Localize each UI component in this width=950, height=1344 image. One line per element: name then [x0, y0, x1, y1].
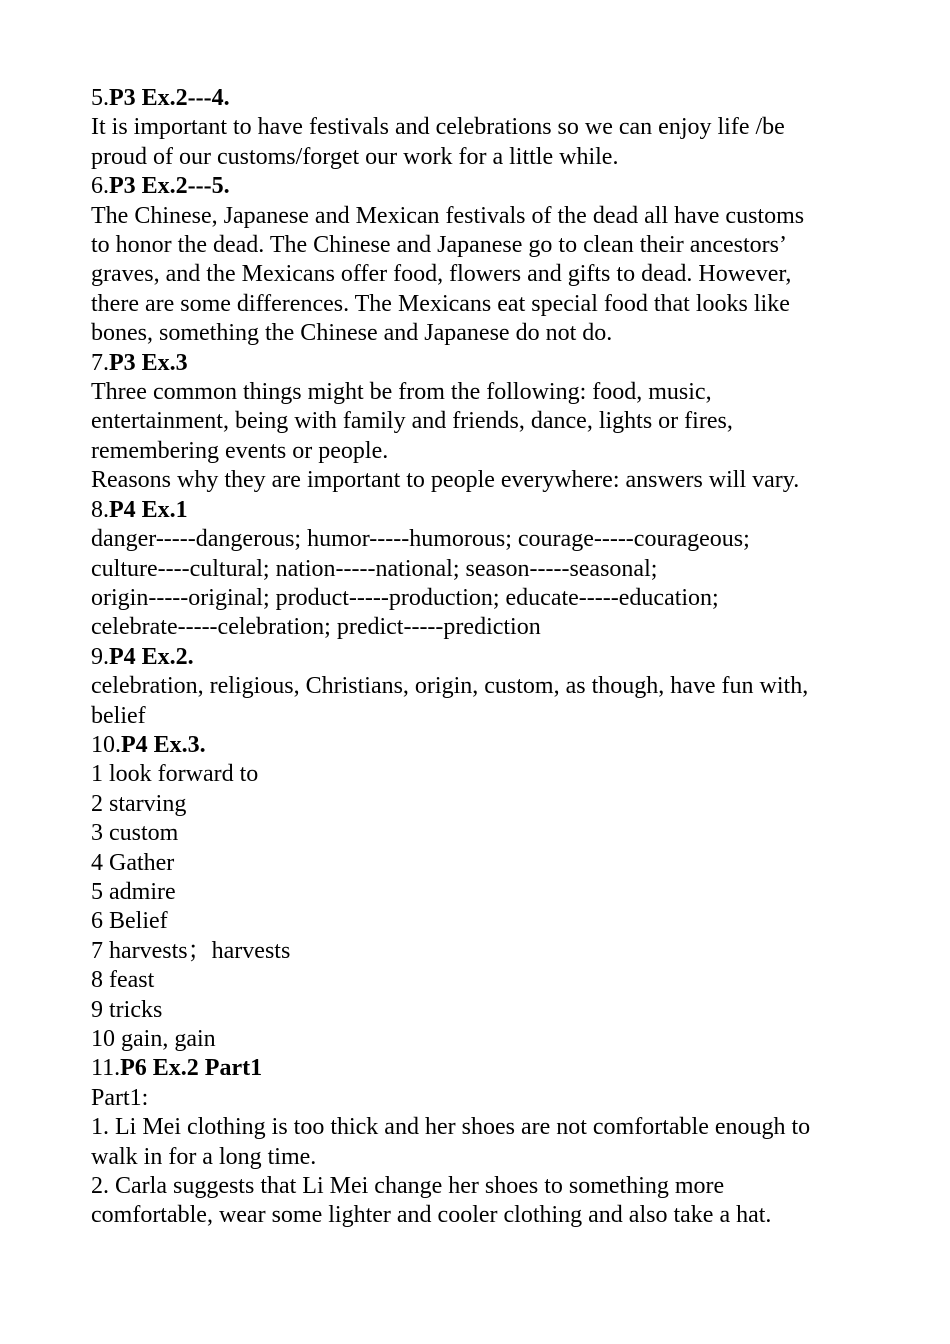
section-heading [91, 172, 891, 201]
section-number: 10. [91, 731, 121, 758]
body-text-line: celebrate-----celebration; predict-----prediction [91, 614, 541, 641]
body-text-line: It is important to have festivals and celebrations so we can enjoy life /be [91, 114, 785, 141]
body-text-line: entertainment, being with family and friends, dance, lights or fires, [91, 408, 733, 435]
section-title: P4 Ex.2. [109, 643, 194, 670]
body-text-line: walk in for a long time. [91, 1143, 317, 1170]
body-text-line: 1 look forward to [91, 761, 259, 788]
body-text-line: 2 starving [91, 790, 187, 817]
body-text-line: The Chinese, Japanese and Mexican festivals of the dead all have customs [91, 202, 805, 229]
section-title: P6 Ex.2 Part1 [120, 1055, 263, 1082]
body-text-line: 3 custom [91, 820, 179, 847]
section-number: 6. [91, 173, 109, 200]
body-text-line: belief [91, 702, 146, 729]
section-title: P4 Ex.3. [121, 731, 206, 758]
section-number: 9. [91, 643, 109, 670]
section-heading [91, 349, 891, 378]
section-title: P3 Ex.2---5. [109, 173, 230, 200]
section-number: 8. [91, 496, 109, 523]
body-text-line: graves, and the Mexicans offer food, flowers and gifts to dead. However, [91, 261, 792, 288]
body-text-line: proud of our customs/forget our work for a little while. [91, 143, 619, 170]
section-heading [91, 643, 891, 672]
body-text-line: celebration, religious, Christians, origin, custom, as though, have fun with, [91, 673, 809, 700]
section-heading [91, 496, 891, 525]
body-text-line: remembering events or people. [91, 437, 389, 464]
body-text-line: origin-----original; product-----production; educate-----education; [91, 584, 719, 611]
document-page [91, 84, 891, 1231]
body-text-line: 9 tricks [91, 996, 163, 1023]
body-text-line: bones, something the Chinese and Japanese do not do. [91, 320, 613, 347]
body-text-line: 8 feast [91, 967, 155, 994]
section-title: P4 Ex.1 [109, 496, 188, 523]
section-number: 11. [91, 1055, 121, 1082]
body-text-line: 7 harvests；harvests [91, 937, 291, 964]
body-text-line: 10 gain, gain [91, 1026, 216, 1052]
body-text-line: Part1: [91, 1084, 149, 1111]
section-number: 5. [91, 85, 109, 111]
section-heading [91, 84, 891, 113]
section-title: P3 Ex.2---4. [109, 85, 230, 111]
body-text-line: 2. Carla suggests that Li Mei change her shoes to something more [91, 1173, 725, 1200]
body-text-line: Reasons why they are important to people everywhere: answers will vary. [91, 467, 800, 494]
section-heading [91, 731, 891, 760]
body-text-line: Three common things might be from the following: food, music, [91, 379, 712, 406]
body-text-line: there are some differences. The Mexicans eat special food that looks like [91, 290, 790, 317]
body-text-line: danger-----dangerous; humor-----humorous; courage-----courageous; [91, 526, 750, 553]
body-text-line: to honor the dead. The Chinese and Japanese go to clean their ancestors’ [91, 232, 787, 259]
body-text-line: comfortable, wear some lighter and cooler clothing and also take a hat. [91, 1202, 772, 1229]
body-text-line: 6 Belief [91, 908, 168, 935]
section-number: 7. [91, 349, 109, 376]
section-heading [91, 1054, 891, 1083]
body-text-line: 5 admire [91, 878, 176, 905]
section-title: P3 Ex.3 [109, 349, 188, 376]
body-text-line: culture----cultural; nation-----national; season-----seasonal; [91, 555, 658, 582]
body-text-line: 1. Li Mei clothing is too thick and her shoes are not comfortable enough to [91, 1114, 811, 1141]
body-text-line: 4 Gather [91, 849, 175, 876]
